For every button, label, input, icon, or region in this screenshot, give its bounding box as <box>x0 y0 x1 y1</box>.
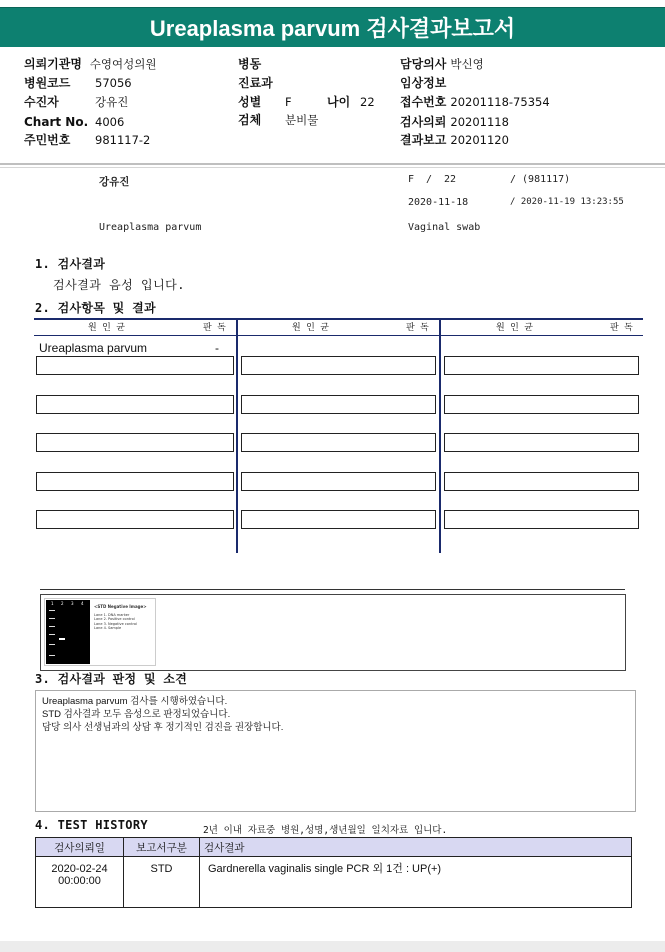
institution-label: 의뢰기관명 <box>24 57 82 71</box>
chart-no-value: 4006 <box>95 115 125 129</box>
result-cell <box>241 510 436 529</box>
result-cell <box>444 356 639 375</box>
receipt-value: 20201118-75354 <box>450 95 550 109</box>
result-cell <box>444 395 639 414</box>
section3-heading: 3. 검사결과 판정 및 소견 <box>35 672 188 686</box>
hospital-code-value: 57056 <box>95 76 132 90</box>
history-time: 00:00:00 <box>58 875 101 887</box>
opinion-line: 담당 의사 선생님과의 상담 후 정기적인 검진을 권장합니다. <box>42 722 284 733</box>
summary-test-name: Ureaplasma parvum <box>99 222 202 233</box>
result-pathogen-name: Ureaplasma parvum <box>39 341 148 355</box>
table-row <box>36 857 632 908</box>
gel-band <box>49 655 55 656</box>
history-type: STD <box>124 857 200 908</box>
col2-pathogen-header: 원 인 균 <box>292 323 329 333</box>
result-cell <box>36 356 234 375</box>
hospital-code-label: 병원코드 <box>24 76 71 90</box>
history-date-cell <box>36 857 124 908</box>
result-cell <box>241 356 436 375</box>
summary-sex: F <box>408 174 415 185</box>
result-cell <box>241 395 436 414</box>
report-title: Ureaplasma parvum 검사결과보고서 <box>149 16 516 41</box>
section2-heading: 2. 검사항목 및 결과 <box>35 301 156 315</box>
doctor-value: 박신영 <box>450 57 484 71</box>
result-grid-top-line <box>34 318 643 320</box>
result-cell <box>241 433 436 452</box>
history-header-result: 검사결과 <box>200 838 632 857</box>
header-divider <box>0 163 665 165</box>
history-header-date: 검사의뢰일 <box>36 838 124 857</box>
specimen-label: 검체 <box>238 113 262 127</box>
opinion-line: Ureaplasma parvum 검사를 시행하였습니다. <box>42 696 228 707</box>
gel-lane-number: 1 <box>51 601 54 606</box>
header-institution <box>24 55 156 74</box>
chart-no-label: Chart No. <box>24 115 89 129</box>
history-result: Gardnerella vaginalis single PCR 외 1건 : UP(+) <box>200 857 632 908</box>
result-pathogen-verdict: - <box>215 341 219 355</box>
ward-label: 병동 <box>238 57 262 71</box>
col3-verdict-header: 판 독 <box>610 323 633 333</box>
summary-birth: / (981117) <box>510 174 571 185</box>
history-date: 2020-02-24 <box>51 863 108 875</box>
doctor-label: 담당의사 <box>400 57 447 71</box>
patient-label: 수진자 <box>24 95 59 109</box>
gel-band <box>49 626 55 627</box>
result-cell <box>241 472 436 491</box>
gel-electrophoresis-image <box>44 598 156 666</box>
summary-age: 22 <box>444 174 457 185</box>
report-label: 결과보고 <box>400 133 447 147</box>
report-title-bar <box>0 7 665 47</box>
summary-request-date: 2020-11-18 <box>408 197 469 208</box>
result-cell <box>36 510 234 529</box>
summary-slash: / <box>426 174 433 185</box>
gel-caption-line: Lane 4. Sample <box>94 626 122 630</box>
result-grid-divider-2 <box>439 318 441 553</box>
patient-value: 강유진 <box>95 95 129 109</box>
age-value: 22 <box>360 95 375 109</box>
result-cell <box>36 395 234 414</box>
history-table <box>35 837 632 908</box>
result-cell <box>444 510 639 529</box>
result-cell <box>36 472 234 491</box>
result-cell <box>444 472 639 491</box>
section1-result-text: 검사결과 음성 입니다. <box>53 278 186 292</box>
age-label: 나이 <box>327 95 351 109</box>
report-date-value: 20201120 <box>450 133 509 147</box>
gel-caption <box>94 605 147 631</box>
history-note: 2년 이내 자료중 병원,성명,생년월일 일치자료 입니다. <box>203 825 448 836</box>
gel-band <box>49 634 55 635</box>
summary-name: 강유진 <box>99 176 130 188</box>
result-cell <box>36 433 234 452</box>
summary-report-datetime: / 2020-11-19 13:23:55 <box>510 197 624 207</box>
rrn-label: 주민번호 <box>24 133 71 147</box>
gel-caption-line: Lane 1. DNA marker <box>94 612 130 617</box>
gel-band <box>49 644 55 645</box>
rrn-value: 981117-2 <box>95 133 151 147</box>
gel-separator <box>40 589 625 590</box>
page-bottom-bar <box>0 941 665 952</box>
history-header-type: 보고서구분 <box>124 838 200 857</box>
gel-lane-number: 2 <box>61 601 64 606</box>
institution-value: 수영여성의원 <box>89 57 157 71</box>
col1-verdict-header: 판 독 <box>203 323 226 333</box>
opinion-line: STD 검사결과 모두 음성으로 판정되었습니다. <box>42 709 231 720</box>
result-grid-divider-1 <box>236 318 238 553</box>
clinical-label: 임상정보 <box>400 76 447 90</box>
col1-pathogen-header: 원 인 균 <box>88 323 125 333</box>
request-label: 검사의뢰 <box>400 115 447 129</box>
gel-band <box>59 638 65 640</box>
gel-caption-line: Lane 3. Negative control <box>94 621 137 626</box>
header-divider-secondary <box>0 167 665 168</box>
gel-lane-number: 4 <box>81 601 84 606</box>
col2-verdict-header: 판 독 <box>406 323 429 333</box>
opinion-box <box>35 690 636 812</box>
result-cell <box>444 433 639 452</box>
request-date-value: 20201118 <box>450 115 509 129</box>
gel-lane-number: 3 <box>71 601 74 606</box>
sex-label: 성별 <box>238 95 262 109</box>
receipt-label: 접수번호 <box>400 95 447 109</box>
col3-pathogen-header: 원 인 균 <box>496 323 533 333</box>
specimen-value: 분비물 <box>285 113 319 127</box>
gel-caption-title: <STD Negative Image> <box>94 604 147 609</box>
section1-heading: 1. 검사결과 <box>35 257 106 271</box>
sex-value: F <box>285 95 292 109</box>
header-hospital-code <box>24 74 70 93</box>
result-grid-header-line <box>34 335 643 336</box>
gel-band <box>49 618 55 619</box>
summary-specimen: Vaginal swab <box>408 222 481 233</box>
section4-heading: 4. TEST HISTORY <box>35 818 148 832</box>
gel-caption-line: Lane 2. Positive control <box>94 617 135 621</box>
dept-label: 진료과 <box>238 76 273 90</box>
gel-band <box>49 610 55 611</box>
gel-lanes <box>46 600 90 664</box>
history-header-row <box>36 838 632 857</box>
